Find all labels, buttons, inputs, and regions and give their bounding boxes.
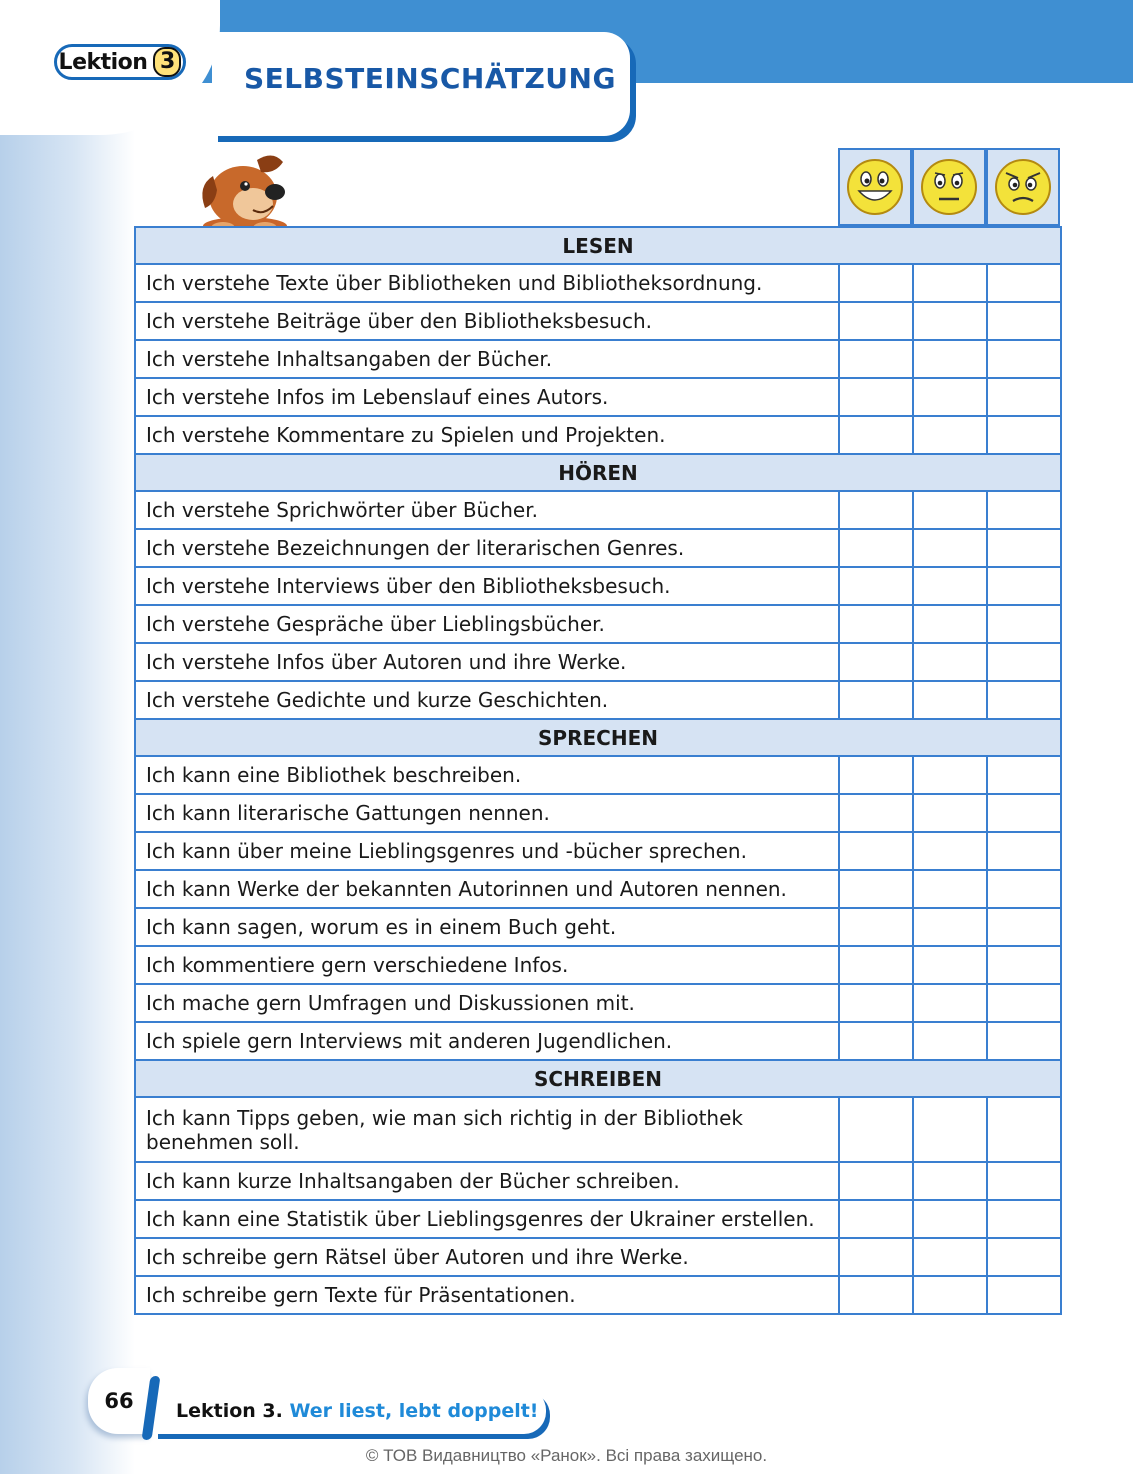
smiley-neutral-icon bbox=[919, 157, 979, 217]
rating-header-happy bbox=[838, 148, 912, 226]
page-title: SELBSTEINSCHÄTZUNG bbox=[244, 62, 616, 95]
statement-text: Ich kann eine Statistik über Lieblingsgenres der Ukrainer erstellen. bbox=[135, 1200, 839, 1238]
rating-box-unsure[interactable] bbox=[987, 946, 1061, 984]
rating-box-neutral[interactable] bbox=[913, 794, 987, 832]
section-header-row bbox=[135, 227, 1061, 264]
statement-text: Ich kann literarische Gattungen nennen. bbox=[135, 794, 839, 832]
rating-box-happy[interactable] bbox=[839, 340, 913, 378]
rating-box-unsure[interactable] bbox=[987, 1200, 1061, 1238]
rating-box-unsure[interactable] bbox=[987, 264, 1061, 302]
rating-box-unsure[interactable] bbox=[987, 832, 1061, 870]
smiley-happy-icon bbox=[845, 157, 905, 217]
statement-text: Ich kann eine Bibliothek beschreiben. bbox=[135, 756, 839, 794]
statement-text: Ich verstehe Inhaltsangaben der Bücher. bbox=[135, 340, 839, 378]
rating-box-happy[interactable] bbox=[839, 1238, 913, 1276]
lektion-badge-number: 3 bbox=[153, 47, 181, 77]
table-row bbox=[135, 756, 1061, 794]
rating-box-neutral[interactable] bbox=[913, 567, 987, 605]
table-row bbox=[135, 416, 1061, 454]
rating-box-happy[interactable] bbox=[839, 946, 913, 984]
table-row bbox=[135, 340, 1061, 378]
section-header-row bbox=[135, 454, 1061, 491]
rating-box-unsure[interactable] bbox=[987, 908, 1061, 946]
section-title: LESEN bbox=[135, 227, 1061, 264]
rating-box-neutral[interactable] bbox=[913, 756, 987, 794]
statement-text: Ich verstehe Beiträge über den Bibliotheksbesuch. bbox=[135, 302, 839, 340]
statement-text: Ich kann kurze Inhaltsangaben der Bücher schreiben. bbox=[135, 1162, 839, 1200]
rating-box-neutral[interactable] bbox=[913, 529, 987, 567]
statement-text: Ich verstehe Infos im Lebenslauf eines Autors. bbox=[135, 378, 839, 416]
lektion-badge bbox=[54, 44, 186, 80]
dog-mascot-icon bbox=[195, 146, 295, 236]
rating-box-unsure[interactable] bbox=[987, 1238, 1061, 1276]
smiley-unsure-icon bbox=[993, 157, 1053, 217]
rating-box-happy[interactable] bbox=[839, 416, 913, 454]
self-assessment-table bbox=[134, 226, 1062, 1315]
table-row bbox=[135, 681, 1061, 719]
rating-box-unsure[interactable] bbox=[987, 302, 1061, 340]
table-row bbox=[135, 491, 1061, 529]
statement-text: Ich kann Tipps geben, wie man sich richtig in der Bibliothek benehmen soll. bbox=[135, 1097, 839, 1162]
statement-text: Ich verstehe Infos über Autoren und ihre Werke. bbox=[135, 643, 839, 681]
section-header-row bbox=[135, 719, 1061, 756]
table-row bbox=[135, 605, 1061, 643]
statement-text: Ich verstehe Interviews über den Bibliotheksbesuch. bbox=[135, 567, 839, 605]
statement-text: Ich schreibe gern Rätsel über Autoren und ihre Werke. bbox=[135, 1238, 839, 1276]
rating-box-happy[interactable] bbox=[839, 681, 913, 719]
rating-box-unsure[interactable] bbox=[987, 340, 1061, 378]
table-row bbox=[135, 946, 1061, 984]
table-row bbox=[135, 643, 1061, 681]
statement-text: Ich schreibe gern Texte für Präsentationen. bbox=[135, 1276, 839, 1314]
table-row bbox=[135, 1238, 1061, 1276]
rating-box-unsure[interactable] bbox=[987, 567, 1061, 605]
lektion-badge-label: Lektion bbox=[58, 49, 148, 75]
statement-text: Ich verstehe Sprichwörter über Bücher. bbox=[135, 491, 839, 529]
statement-text: Ich kommentiere gern verschiedene Infos. bbox=[135, 946, 839, 984]
table-row bbox=[135, 264, 1061, 302]
rating-box-neutral[interactable] bbox=[913, 416, 987, 454]
rating-box-happy[interactable] bbox=[839, 1022, 913, 1060]
rating-box-neutral[interactable] bbox=[913, 340, 987, 378]
statement-text: Ich kann über meine Lieblingsgenres und -bücher sprechen. bbox=[135, 832, 839, 870]
table-row bbox=[135, 870, 1061, 908]
section-header-row bbox=[135, 1060, 1061, 1097]
rating-box-neutral[interactable] bbox=[913, 1162, 987, 1200]
rating-box-neutral[interactable] bbox=[913, 908, 987, 946]
rating-box-happy[interactable] bbox=[839, 1276, 913, 1314]
rating-box-unsure[interactable] bbox=[987, 491, 1061, 529]
copyright-notice: © ТОВ Видавництво «Ранок». Всі права захищено. bbox=[365, 1446, 768, 1465]
rating-box-unsure[interactable] bbox=[987, 1097, 1061, 1162]
rating-box-neutral[interactable] bbox=[913, 302, 987, 340]
rating-box-neutral[interactable] bbox=[913, 832, 987, 870]
footer-lesson-title: Wer liest, lebt doppelt! bbox=[289, 1400, 539, 1422]
rating-box-unsure[interactable] bbox=[987, 681, 1061, 719]
rating-box-neutral[interactable] bbox=[913, 1097, 987, 1162]
rating-box-unsure[interactable] bbox=[987, 1022, 1061, 1060]
rating-box-happy[interactable] bbox=[839, 984, 913, 1022]
table-row bbox=[135, 529, 1061, 567]
rating-box-neutral[interactable] bbox=[913, 681, 987, 719]
rating-box-happy[interactable] bbox=[839, 491, 913, 529]
statement-text: Ich verstehe Texte über Bibliotheken und Bibliotheksordnung. bbox=[135, 264, 839, 302]
rating-box-unsure[interactable] bbox=[987, 378, 1061, 416]
rating-box-neutral[interactable] bbox=[913, 264, 987, 302]
table-row bbox=[135, 302, 1061, 340]
rating-box-happy[interactable] bbox=[839, 529, 913, 567]
page-number: 66 bbox=[88, 1368, 150, 1434]
rating-box-happy[interactable] bbox=[839, 1162, 913, 1200]
rating-header-unsure bbox=[986, 148, 1060, 226]
table-row bbox=[135, 832, 1061, 870]
statement-text: Ich spiele gern Interviews mit anderen Jugendlichen. bbox=[135, 1022, 839, 1060]
rating-box-unsure[interactable] bbox=[987, 643, 1061, 681]
rating-box-neutral[interactable] bbox=[913, 984, 987, 1022]
rating-box-unsure[interactable] bbox=[987, 1276, 1061, 1314]
left-gradient-strip bbox=[0, 0, 135, 1474]
rating-box-happy[interactable] bbox=[839, 302, 913, 340]
rating-box-unsure[interactable] bbox=[987, 794, 1061, 832]
rating-box-happy[interactable] bbox=[839, 567, 913, 605]
rating-box-neutral[interactable] bbox=[913, 1200, 987, 1238]
rating-box-unsure[interactable] bbox=[987, 529, 1061, 567]
table-row bbox=[135, 1022, 1061, 1060]
rating-box-neutral[interactable] bbox=[913, 643, 987, 681]
rating-box-unsure[interactable] bbox=[987, 1162, 1061, 1200]
rating-box-unsure[interactable] bbox=[987, 756, 1061, 794]
rating-box-neutral[interactable] bbox=[913, 946, 987, 984]
statement-text: Ich verstehe Bezeichnungen der literarischen Genres. bbox=[135, 529, 839, 567]
footer-lesson bbox=[176, 1400, 538, 1422]
rating-box-happy[interactable] bbox=[839, 1200, 913, 1238]
table-row bbox=[135, 1162, 1061, 1200]
table-row bbox=[135, 1276, 1061, 1314]
rating-box-happy[interactable] bbox=[839, 870, 913, 908]
table-row bbox=[135, 1097, 1061, 1162]
statement-text: Ich verstehe Kommentare zu Spielen und Projekten. bbox=[135, 416, 839, 454]
section-title: SPRECHEN bbox=[135, 719, 1061, 756]
rating-box-unsure[interactable] bbox=[987, 605, 1061, 643]
rating-box-happy[interactable] bbox=[839, 794, 913, 832]
rating-box-unsure[interactable] bbox=[987, 870, 1061, 908]
rating-box-unsure[interactable] bbox=[987, 416, 1061, 454]
rating-box-neutral[interactable] bbox=[913, 378, 987, 416]
rating-box-happy[interactable] bbox=[839, 643, 913, 681]
rating-box-neutral[interactable] bbox=[913, 870, 987, 908]
rating-box-neutral[interactable] bbox=[913, 491, 987, 529]
rating-box-happy[interactable] bbox=[839, 264, 913, 302]
rating-box-happy[interactable] bbox=[839, 605, 913, 643]
table-row bbox=[135, 567, 1061, 605]
rating-box-neutral[interactable] bbox=[913, 605, 987, 643]
statement-text: Ich kann sagen, worum es in einem Buch geht. bbox=[135, 908, 839, 946]
statement-text: Ich kann Werke der bekannten Autorinnen und Autoren nennen. bbox=[135, 870, 839, 908]
rating-box-unsure[interactable] bbox=[987, 984, 1061, 1022]
section-title: HÖREN bbox=[135, 454, 1061, 491]
rating-header-neutral bbox=[912, 148, 986, 226]
rating-box-happy[interactable] bbox=[839, 832, 913, 870]
rating-box-neutral[interactable] bbox=[913, 1022, 987, 1060]
table-row bbox=[135, 908, 1061, 946]
table-row bbox=[135, 984, 1061, 1022]
table-row bbox=[135, 794, 1061, 832]
rating-box-happy[interactable] bbox=[839, 756, 913, 794]
section-title: SCHREIBEN bbox=[135, 1060, 1061, 1097]
footer-lesson-label: Lektion 3. bbox=[176, 1400, 283, 1422]
statement-text: Ich mache gern Umfragen und Diskussionen mit. bbox=[135, 984, 839, 1022]
table-row bbox=[135, 378, 1061, 416]
table-row bbox=[135, 1200, 1061, 1238]
rating-box-neutral[interactable] bbox=[913, 1276, 987, 1314]
rating-box-neutral[interactable] bbox=[913, 1238, 987, 1276]
rating-box-happy[interactable] bbox=[839, 908, 913, 946]
statement-text: Ich verstehe Gedichte und kurze Geschichten. bbox=[135, 681, 839, 719]
rating-box-happy[interactable] bbox=[839, 378, 913, 416]
statement-text: Ich verstehe Gespräche über Lieblingsbücher. bbox=[135, 605, 839, 643]
rating-box-happy[interactable] bbox=[839, 1097, 913, 1162]
